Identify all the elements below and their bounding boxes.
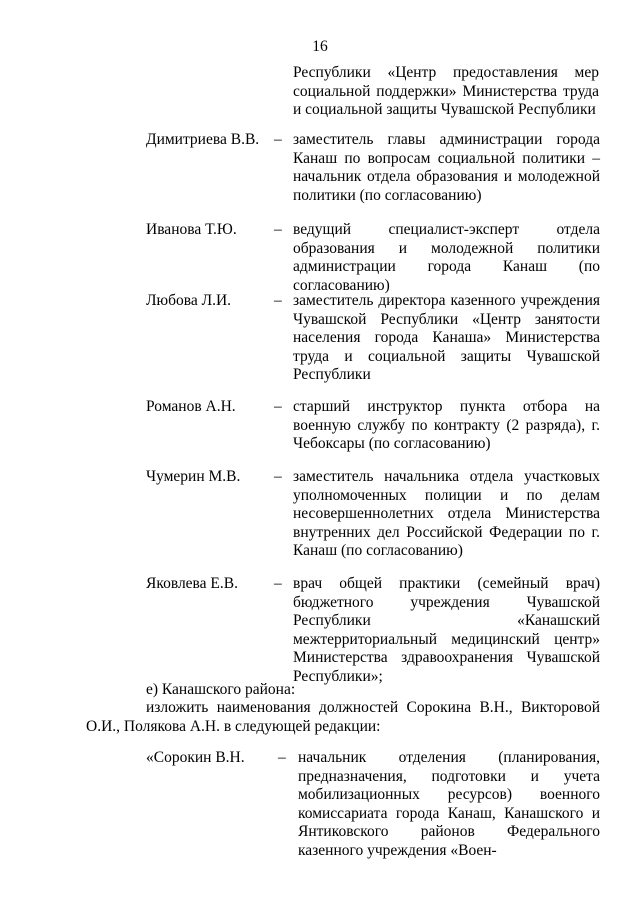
entry-name: Романов А.Н.: [146, 398, 236, 415]
entry-name: Чумерин М.В.: [146, 468, 241, 485]
entry-name: Яковлева Е.В.: [146, 575, 238, 592]
entry-description: старший инструктор пункта отбора на военную службу по контракту (2 разряда), г. Чебоксары (по согласованию): [293, 398, 600, 453]
entry-dash: –: [274, 398, 282, 415]
continuation-text: Республики «Центр предоставления мер социальной поддержки» Министерства труда и социальной защиты Чувашской Республики: [293, 64, 599, 119]
section-heading: е) Канашского района:: [146, 681, 296, 698]
entry-name: Иванова Т.Ю.: [146, 221, 237, 238]
entry-description: ведущий специалист-эксперт отдела образования и молодежной политики администрации города Канаш (по согласованию): [293, 221, 600, 294]
entry-dash: –: [274, 292, 282, 309]
entry-name: «Сорокин В.Н.: [146, 749, 245, 766]
entry-dash: –: [274, 131, 282, 148]
entry-description: заместитель начальника отдела участковых уполномоченных полиции и по делам несовершеннолетних отдела Министерства внутренних дел Российской Федерации по г. Канаш (по согласованию): [293, 468, 600, 560]
entry-dash: –: [278, 749, 286, 766]
instruction-paragraph: изложить наименования должностей Сорокина В.Н., Викторовой О.И., Полякова А.Н. в следующей редакции:: [86, 699, 600, 735]
page-number: 16: [312, 38, 328, 55]
entry-dash: –: [274, 575, 282, 592]
entry-description: заместитель директора казенного учреждения Чувашской Республики «Центр занятости населения города Канаша» Министерства труда и социальной защиты Чувашской Республики: [293, 292, 600, 384]
entry-dash: –: [274, 221, 282, 238]
entry-description: начальник отделения (планирования, предназначения, подготовки и учета мобилизационных ресурсов) военного комиссариата города Канаш, Канашского и Янтиковского районов Федерального казенного учреждения «Воен-: [298, 749, 600, 859]
entry-description: врач общей практики (семейный врач) бюджетного учреждения Чувашской Республики «Канашский межтерриториальный медицинский центр» Министерства здравоохранения Чувашской Республики»;: [293, 575, 600, 685]
entry-name: Димитриева В.В.: [146, 131, 260, 148]
entry-name: Любова Л.И.: [146, 292, 232, 309]
entry-dash: –: [274, 468, 282, 485]
entry-description: заместитель главы администрации города Канаш по вопросам социальной политики – начальник отдела образования и молодежной политики (по согласованию): [293, 131, 600, 204]
